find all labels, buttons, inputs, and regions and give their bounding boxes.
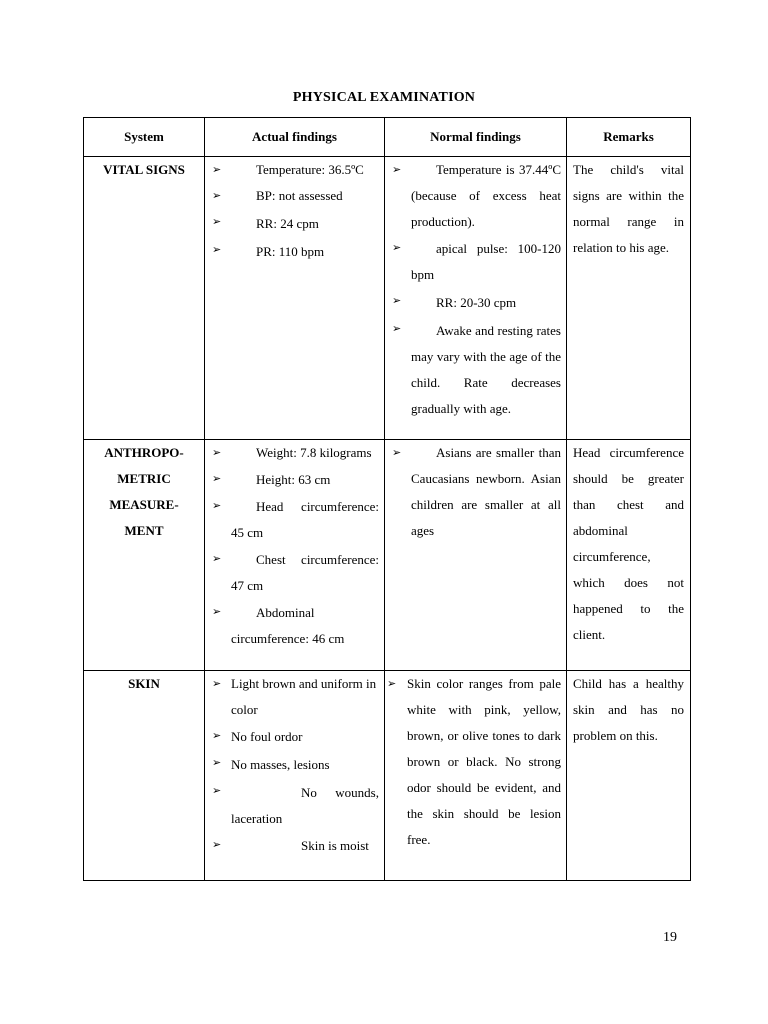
list-item: ➢ Temperature: 36.5ºC	[212, 157, 379, 183]
list-item: ➢ Head circumference: 45 cm	[212, 493, 379, 546]
table-header-row	[84, 118, 691, 157]
arrow-bullet-icon: ➢	[212, 447, 222, 459]
arrow-bullet-icon: ➢	[212, 785, 222, 797]
page-number: 19	[663, 930, 677, 945]
arrow-bullet-icon: ➢	[387, 678, 397, 690]
arrow-bullet-icon: ➢	[212, 553, 222, 565]
list-item: ➢ Light brown and uniform in color	[212, 671, 379, 723]
table-row-vital-signs	[84, 157, 691, 440]
arrow-bullet-icon: ➢	[212, 839, 222, 851]
table-row-skin	[84, 671, 691, 881]
list-item: ➢ No wounds, laceration	[212, 778, 379, 832]
remarks-text: Head circumference should be greater than chest and abdominal circumference, which does not happened to the client.	[573, 445, 684, 642]
page-title: PHYSICAL EXAMINATION	[292, 90, 476, 105]
actual-findings-cell	[205, 440, 385, 671]
normal-findings-cell	[385, 671, 567, 881]
system-label: METRIC	[117, 471, 171, 486]
arrow-bullet-icon: ➢	[392, 447, 402, 459]
table-row-anthropometric	[84, 440, 691, 671]
header-system: System	[84, 118, 205, 157]
system-label: MEASURE-	[109, 497, 179, 512]
remarks-cell	[567, 157, 691, 440]
system-label: VITAL SIGNS	[103, 162, 185, 177]
arrow-bullet-icon: ➢	[392, 164, 402, 176]
list-item: ➢ BP: not assessed	[212, 183, 379, 209]
remarks-cell	[567, 671, 691, 881]
list-item: ➢ Height: 63 cm	[212, 466, 379, 493]
remarks-text: The child's vital signs are within the normal range in relation to his age.	[573, 162, 684, 255]
arrow-bullet-icon: ➢	[212, 216, 222, 228]
system-label: ANTHROPO-	[104, 445, 184, 460]
actual-findings-cell	[205, 671, 385, 881]
remarks-text: Child has a healthy skin and has no problem on this.	[573, 676, 684, 743]
system-cell	[84, 440, 205, 671]
list-item: ➢ Weight: 7.8 kilograms	[212, 440, 379, 466]
arrow-bullet-icon: ➢	[392, 295, 402, 307]
system-label: SKIN	[128, 676, 160, 691]
list-item: ➢ No foul ordor	[212, 723, 379, 750]
list-item: ➢ apical pulse: 100-120 bpm	[392, 235, 561, 288]
arrow-bullet-icon: ➢	[212, 473, 222, 485]
arrow-bullet-icon: ➢	[212, 244, 222, 256]
normal-findings-cell	[385, 157, 567, 440]
arrow-bullet-icon: ➢	[212, 730, 222, 742]
list-item: ➢ No masses, lesions	[212, 750, 379, 778]
arrow-bullet-icon: ➢	[212, 678, 222, 690]
system-cell	[84, 671, 205, 881]
actual-findings-cell	[205, 157, 385, 440]
list-item: ➢ RR: 20-30 cpm	[392, 288, 561, 316]
arrow-bullet-icon: ➢	[392, 242, 402, 254]
list-item: ➢ Abdominal circumference: 46 cm	[212, 599, 379, 652]
list-item: ➢ Chest circumference: 47 cm	[212, 546, 379, 599]
list-item: ➢ PR: 110 bpm	[212, 237, 379, 265]
physical-exam-table	[83, 117, 691, 881]
remarks-cell	[567, 440, 691, 671]
system-cell	[84, 157, 205, 440]
arrow-bullet-icon: ➢	[212, 606, 222, 618]
list-item: ➢ RR: 24 cpm	[212, 209, 379, 237]
system-label: MENT	[124, 523, 164, 538]
arrow-bullet-icon: ➢	[392, 323, 402, 335]
header-normal-findings: Normal findings	[385, 118, 567, 157]
header-remarks: Remarks	[567, 118, 691, 157]
list-item: ➢ Temperature is 37.44ºC (because of excess heat production).	[392, 157, 561, 235]
normal-findings-cell	[385, 440, 567, 671]
list-item: ➢ Asians are smaller than Caucasians newborn. Asian children are smaller at all ages	[392, 440, 561, 544]
list-item: ➢ Skin is moist	[212, 832, 379, 859]
list-item: ➢ Awake and resting rates may vary with the age of the child. Rate decreases gradually with age.	[392, 316, 561, 422]
arrow-bullet-icon: ➢	[212, 500, 222, 512]
list-item: ➢ Skin color ranges from pale white with pink, yellow, brown, or olive tones to dark brown or black. No strong odor should be evident, and the skin should be lesion free.	[387, 671, 561, 853]
header-actual-findings: Actual findings	[205, 118, 385, 157]
arrow-bullet-icon: ➢	[212, 164, 222, 176]
arrow-bullet-icon: ➢	[212, 757, 222, 769]
arrow-bullet-icon: ➢	[212, 190, 222, 202]
